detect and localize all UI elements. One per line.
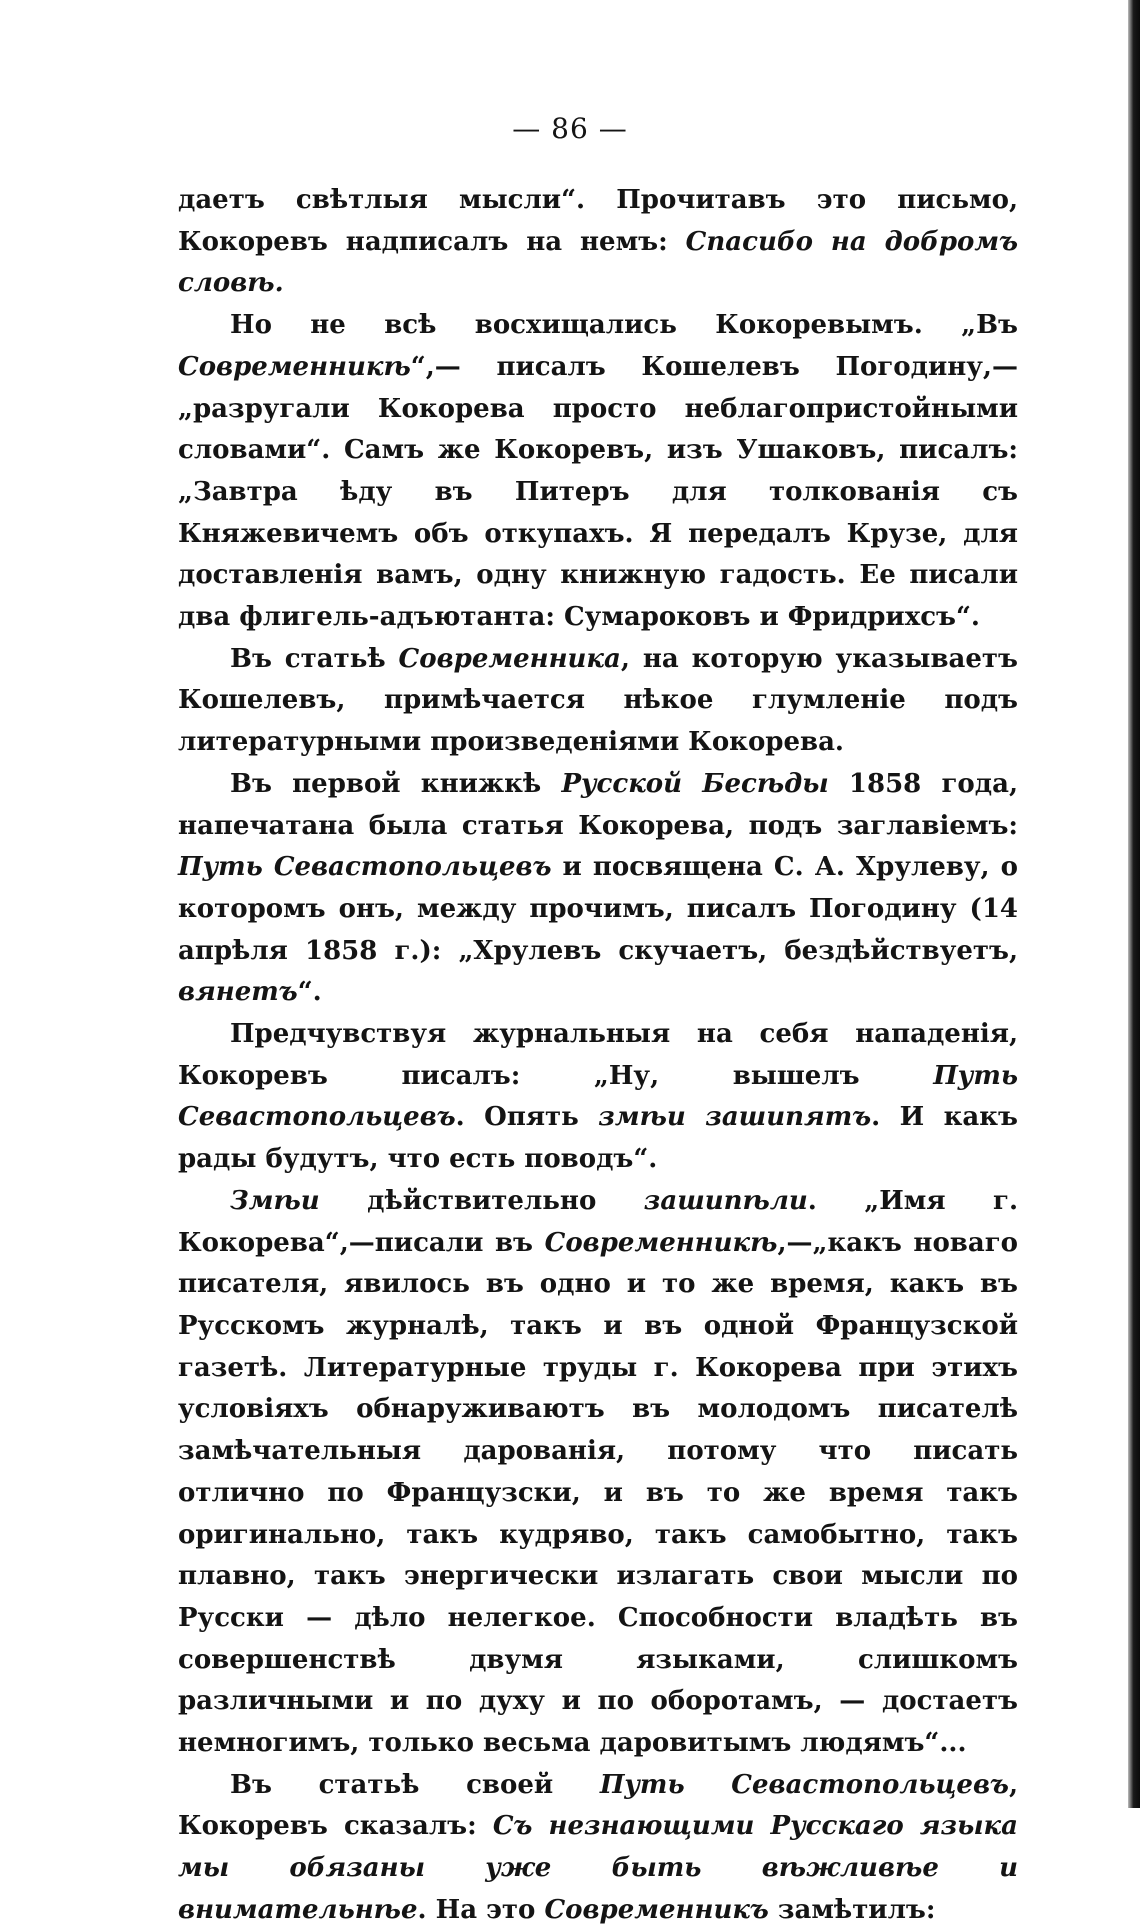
italic-run: змѣи зашипятъ xyxy=(598,1102,872,1133)
italic-run: Современникѣ xyxy=(178,351,411,382)
text-run: ,—„какъ новаго писателя, явилось въ одно и то же время, какъ въ Русскомъ журналѣ, такъ и въ одной Французской газетѣ. Литературные труды г. Кокорева при этихъ условіяхъ обнаруживаютъ въ молодомъ писателѣ замѣчательныя дарованія, потому что писать отлично по Французски, и въ то же время такъ оригинально, такъ кудряво, такъ самобытно, такъ плавно, такъ энергически излагать свои мысли по Русски — дѣло нелегкое. Способности владѣть въ совершенствѣ двумя языками, слишкомъ различными и по духу и по оборотамъ, — достаетъ немногимъ, только весьма даровитымъ людямъ“... xyxy=(178,1227,1018,1759)
scan-edge xyxy=(1128,0,1140,1808)
italic-run: Современникѣ xyxy=(544,1227,778,1258)
italic-run: Змѣи xyxy=(230,1185,320,1216)
page-number: — 86 — xyxy=(512,112,628,145)
paragraph xyxy=(178,1014,1018,1181)
text-run: Въ статьѣ xyxy=(230,643,399,674)
text-run: замѣтилъ: xyxy=(768,1894,936,1925)
text-run: дѣйствительно xyxy=(319,1185,644,1216)
text-run: даетъ свѣтлыя мысли“. Прочитавъ это письмо, Кокоревъ надписалъ на немъ: xyxy=(178,185,1018,257)
text-run: “. xyxy=(297,977,322,1008)
italic-run: Путь Севастопольцевъ xyxy=(178,852,552,883)
italic-run: зашипѣли xyxy=(643,1185,808,1216)
italic-run: Современника xyxy=(398,643,621,674)
text-run: , на которую указываетъ Кошелевъ, примѣчается нѣкое глумленіе подъ литературными произведеніями Кокорева. xyxy=(178,643,1018,758)
text-run: Въ статьѣ своей xyxy=(230,1769,600,1800)
text-run: . И какъ рады будутъ, что есть поводъ“. xyxy=(178,1102,1018,1175)
paragraph xyxy=(178,764,1018,1014)
text-run: и посвящена С. А. Хрулеву, о которомъ онъ, между прочимъ, писалъ Погодину (14 апрѣля 1858 г.): „Хрулевъ скучаетъ, бездѣйствуетъ, xyxy=(178,852,1018,966)
italic-run: Путь Севастопольцевъ xyxy=(178,1060,1018,1133)
text-run: “,— писалъ Кошелевъ Погодину,—„разругали Кокорева просто неблагопристойными словами“. Самъ же Кокоревъ, изъ Ушаковъ, писалъ: „Завтра ѣду въ Питеръ для толкованія съ Княжевичемъ объ откупахъ. Я передалъ Крузе, для доставленія вамъ, одну книжную гадость. Ее писали два флигель-адъютанта: Сумароковъ и Фридрихсъ“. xyxy=(178,351,1018,633)
italic-run: Современникъ xyxy=(544,1894,769,1925)
text-run: , Кокоревъ сказалъ: xyxy=(178,1769,1018,1842)
text-run: 1858 года, напечатана была статья Кокорева, подъ заглавіемъ: xyxy=(178,768,1018,841)
text-run: Въ первой книжкѣ xyxy=(230,768,562,799)
text-run: . На это xyxy=(417,1894,545,1925)
paragraph xyxy=(178,180,1018,305)
paragraph xyxy=(178,305,1018,639)
paragraph xyxy=(178,1765,1018,1932)
text-run: . Опять xyxy=(455,1102,599,1133)
italic-run: вянетъ xyxy=(178,977,298,1008)
text-run: Предчувствуя журнальныя на себя нападенія, Кокоревъ писалъ: „Ну, вышелъ xyxy=(178,1019,1018,1091)
italic-run: Путь Севастопольцевъ xyxy=(599,1769,1009,1800)
body-text xyxy=(178,180,1018,1932)
text-run: Но не всѣ восхищались Кокоревымъ. „Въ xyxy=(230,310,1018,341)
paragraph xyxy=(178,1181,1018,1765)
italic-run: Спасибо на добромъ словѣ. xyxy=(178,226,1018,299)
italic-run: Съ незнающими Русскаго языка мы обязаны уже быть вѣжливѣе и внимательнѣе xyxy=(178,1811,1018,1925)
text-run: . „Имя г. Кокорева“,—писали въ xyxy=(178,1185,1019,1258)
paragraph xyxy=(178,639,1018,764)
italic-run: Русской Бесѣды xyxy=(561,768,829,799)
